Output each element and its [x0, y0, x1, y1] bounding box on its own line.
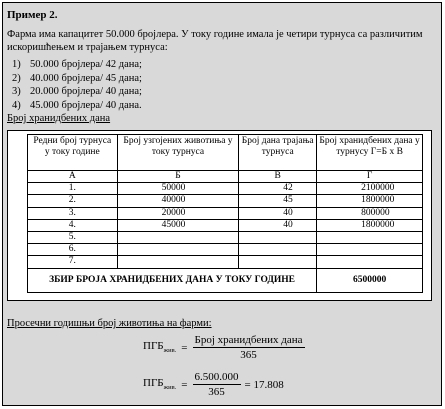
header-batch-number: Редни број турнуса у току године — [28, 135, 118, 171]
table-cell: 2. — [28, 195, 118, 207]
example-title: Пример 2. — [7, 9, 58, 21]
table-cell: В — [239, 171, 317, 183]
feeding-days-table — [27, 134, 423, 293]
table-cell — [239, 244, 317, 256]
table-cell: 45 — [239, 195, 317, 207]
average-heading: Просечни годишњи број животиња на фарми: — [7, 318, 212, 329]
table-row — [28, 244, 423, 256]
table-cell: 40 — [239, 219, 317, 231]
intro-text: Фарма има капацитет 50.000 бројлера. У току године имала је четири турнуса са различитим искоришћењем и трајањем турнуса: — [7, 29, 423, 53]
equals-sign: = — [181, 378, 188, 391]
table-row — [28, 183, 423, 195]
table-cell — [239, 231, 317, 243]
table-cell — [239, 256, 317, 268]
formula-fraction — [193, 334, 305, 361]
fraction-numerator: 6.500.000 — [194, 371, 239, 383]
table-total-row — [28, 268, 423, 292]
table-row — [28, 231, 423, 243]
table-cell: 6. — [28, 244, 118, 256]
formula-lhs: $ПГБ_{жив.}$ — [143, 340, 177, 355]
total-label: ЗБИР БРОЈА ХРАНИДБЕНИХ ДАНА У ТОКУ ГОДИНЕ — [28, 268, 317, 292]
equals-sign: = — [181, 341, 188, 354]
batch-list — [12, 58, 142, 113]
fraction-numerator: Број хранидбених дана — [194, 334, 303, 346]
formula-calculation — [143, 371, 284, 398]
fraction-denominator: 365 — [240, 349, 257, 361]
table-cell: 1. — [28, 183, 118, 195]
table-row — [28, 195, 423, 207]
table-cell: 40000 — [117, 195, 239, 207]
header-feeding-days: Број хранидбених дана у турнусу Г=Б x В — [317, 135, 423, 171]
table-cell — [117, 256, 239, 268]
formula-result: = 17.808 — [244, 378, 284, 391]
list-item: 3) 20.000 бројлера/ 40 дана; — [12, 86, 142, 98]
section-subheading: Број хранидбених дана — [7, 113, 111, 124]
formula-lhs: $ПГБ_{жив.}$ — [143, 377, 177, 392]
table-cell: 50000 — [117, 183, 239, 195]
table-cell: Г — [317, 171, 423, 183]
header-batch-duration: Број дана трајања турнуса — [239, 135, 317, 171]
table-cell: 1800000 — [317, 219, 423, 231]
table-cell: Б — [117, 171, 239, 183]
formula-definition — [143, 334, 305, 361]
table-row — [28, 219, 423, 231]
table-cell: 4. — [28, 219, 118, 231]
table-cell: 40 — [239, 207, 317, 219]
table-cell: 5. — [28, 231, 118, 243]
table-cell: 1800000 — [317, 195, 423, 207]
table-cell: 42 — [239, 183, 317, 195]
table-cell — [317, 244, 423, 256]
table-cell: 800000 — [317, 207, 423, 219]
table-cell: 45000 — [117, 219, 239, 231]
table-cell: А — [28, 171, 118, 183]
table-cell: 20000 — [117, 207, 239, 219]
fraction-denominator: 365 — [208, 386, 225, 398]
table-cell: 2100000 — [317, 183, 423, 195]
total-value: 6500000 — [317, 268, 423, 292]
table-cell: 7. — [28, 256, 118, 268]
list-item: 2) 40.000 бројлера/ 45 дана; — [12, 72, 142, 84]
header-animals-count: Број узгојених животиња у току турнуса — [117, 135, 239, 171]
table-cell — [117, 231, 239, 243]
list-item: 1) 50.000 бројлера/ 42 дана; — [12, 59, 142, 70]
list-item: 4) 45.000 бројлера/ 40 дана. — [12, 100, 142, 112]
table-header-row — [28, 135, 423, 171]
formula-fraction — [193, 371, 241, 398]
table-cell — [317, 231, 423, 243]
table-letter-row — [28, 171, 423, 183]
table-cell — [317, 256, 423, 268]
table-row — [28, 256, 423, 268]
table-cell: 3. — [28, 207, 118, 219]
table-row — [28, 207, 423, 219]
table-cell — [117, 244, 239, 256]
